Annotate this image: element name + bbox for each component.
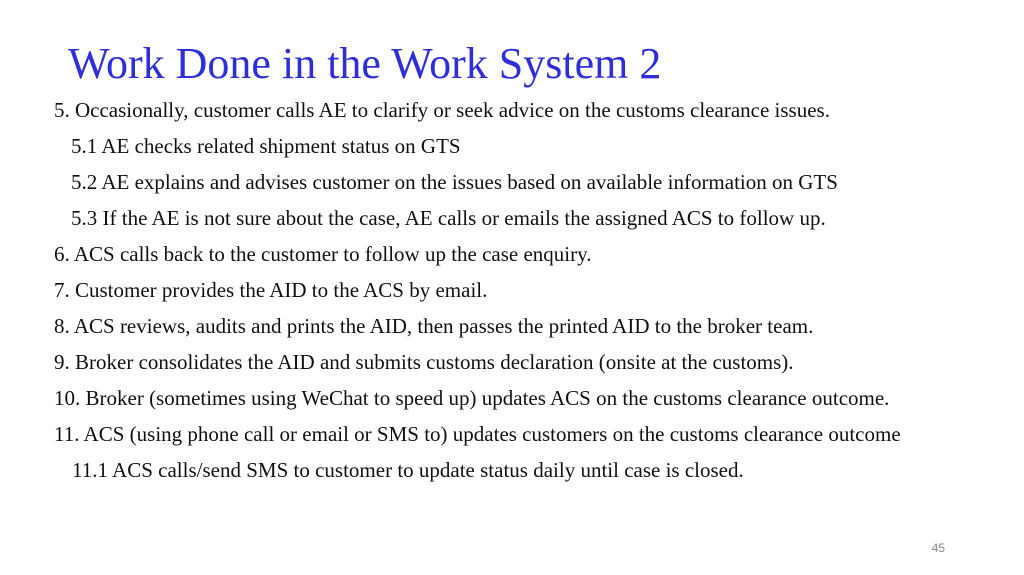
list-item-9: 9. Broker consolidates the AID and submits customs declaration (onsite at the customs). [54, 350, 794, 374]
slide-title: Work Done in the Work System 2 [68, 39, 662, 88]
list-item-5-2: 5.2 AE explains and advises customer on the issues based on available information on GTS [71, 170, 838, 194]
list-item-5-1: 5.1 AE checks related shipment status on GTS [71, 134, 461, 158]
slide-body [54, 98, 954, 494]
page-number: 45 [931, 541, 945, 555]
list-item-8: 8. ACS reviews, audits and prints the AID, then passes the printed AID to the broker team. [54, 314, 814, 338]
list-item-5-3: 5.3 If the AE is not sure about the case, AE calls or emails the assigned ACS to follow up. [71, 206, 826, 230]
list-item-6: 6. ACS calls back to the customer to follow up the case enquiry. [54, 242, 592, 266]
list-item-5: 5. Occasionally, customer calls AE to clarify or seek advice on the customs clearance issues. [54, 98, 830, 122]
list-item-11-1: 11.1 ACS calls/send SMS to customer to update status daily until case is closed. [72, 458, 744, 482]
list-item-7: 7. Customer provides the AID to the ACS by email. [54, 278, 488, 302]
list-item-10: 10. Broker (sometimes using WeChat to speed up) updates ACS on the customs clearance outcome. [54, 386, 890, 410]
list-item-11: 11. ACS (using phone call or email or SMS to) updates customers on the customs clearance outcome [54, 422, 901, 446]
